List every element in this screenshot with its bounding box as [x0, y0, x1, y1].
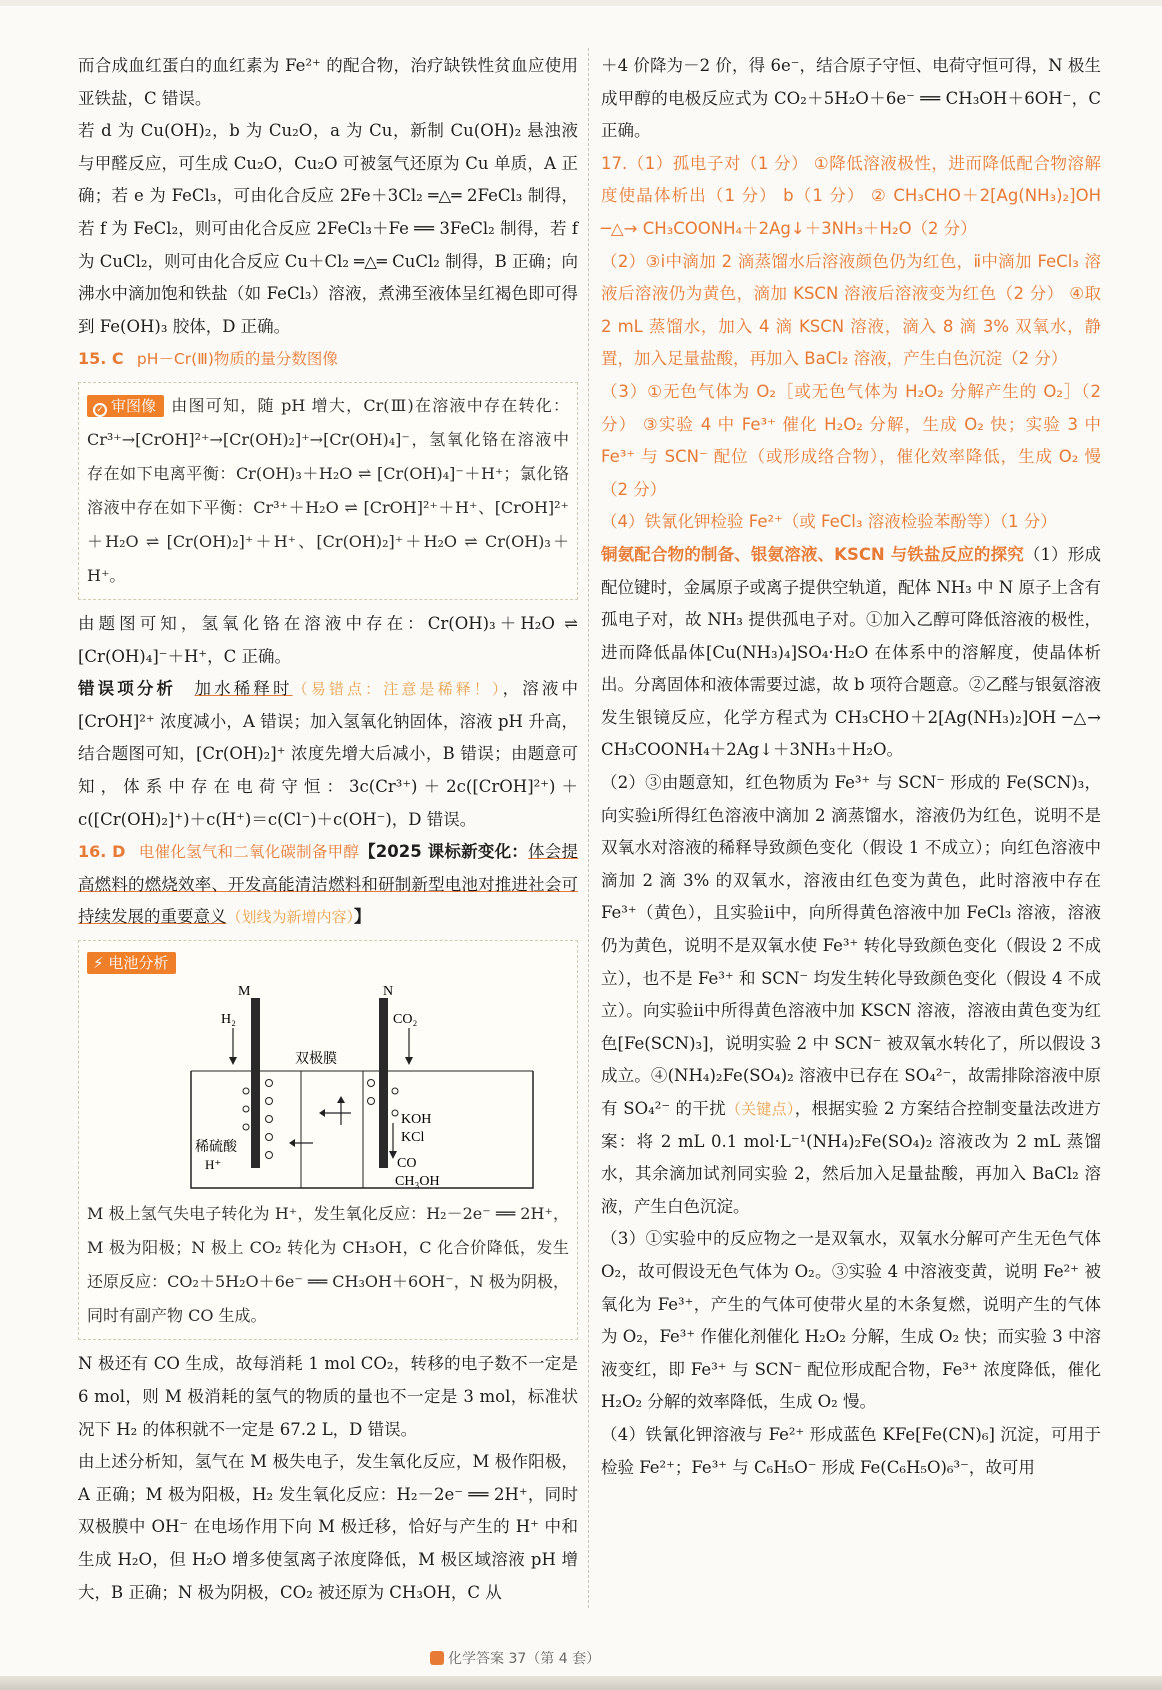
label-co: CO	[397, 1156, 417, 1172]
footer-text: 化学答案 37（第 4 套）	[448, 1651, 601, 1667]
q16-note: （划线为新增内容）	[226, 908, 355, 927]
h2-arrowhead	[229, 1057, 237, 1065]
label-h2: H₂	[221, 1012, 236, 1028]
column-divider	[588, 48, 589, 1608]
label-koh: KOH	[401, 1112, 432, 1128]
hplus-arrowhead	[289, 1139, 295, 1147]
q17-answer-2: （2）③ⅰ中滴加 2 滴蒸馏水后溶液颜色仍为红色，ⅱ中滴加 FeCl₃ 溶液后溶液仍为黄色，滴加 KSCN 溶液后溶液变为红色（2 分） ④取 2 mL 蒸馏水，加入 4 滴 KSCN 溶液，滴入 8 滴 3% 双氧水，静置，加入足量盐酸，再加入 BaCl₂ 溶液，产生白色沉淀（2 分）	[601, 251, 1101, 369]
tank-outline	[191, 1071, 533, 1188]
q15-error-analysis	[78, 673, 578, 836]
q15-correct: 由题图可知，氢氧化铬在溶液中存在：Cr(OH)₃＋H₂O ⇌ [Cr(OH)₄]⁻＋H⁺，C 正确。	[78, 613, 578, 666]
q17-explain-1	[601, 539, 1101, 767]
membrane-up-arrowhead	[337, 1096, 345, 1103]
q17-answer-3: （3）①无色气体为 O₂［或无色气体为 H₂O₂ 分解产生的 O₂］（2 分） ③实验 4 中 Fe³⁺ 催化 H₂O₂ 分解，生成 O₂ 快；实验 3 中 Fe³⁺ 与 SCN⁻ 配位（或形成络合物），催化效率降低，生成 O₂ 慢（2 分）	[601, 381, 1101, 499]
q16-ab-analysis: 由上述分析知，氢气在 M 极失电子，发生氧化反应，M 极作阳极，A 正确；M 极为阳极，H₂ 发生氧化反应：H₂－2e⁻ ══ 2H⁺，同时双极膜中 OH⁻ 在电场作用下向 M 极迁移，恰好与产生的 H⁺ 中和生成 H₂O，但 H₂O 增多使氢离子浓度降低，M 极区域溶液 pH 增大，B 正确；N 极为阴极，CO₂ 被还原为 CH₃OH，C 从	[78, 1452, 578, 1602]
check-icon: ✓	[93, 403, 107, 417]
paragraph-c-wrong: 而合成血红蛋白的血红素为 Fe²⁺ 的配合物，治疗缺铁性贫血应使用亚铁盐，C 错误。	[78, 56, 578, 108]
q16-tag	[87, 952, 176, 974]
label-kcl: KCl	[401, 1130, 425, 1146]
q15-box-content	[87, 389, 569, 593]
q15-error-dilute: 加水稀释时	[194, 679, 293, 699]
q16-answer: 16. D	[78, 842, 126, 862]
oh-arrowhead	[319, 1109, 325, 1117]
q17-explain-2a: （2）③由题意知，红色物质为 Fe³⁺ 与 SCN⁻ 形成的 Fe(SCN)₃，向实验ⅰ所得红色溶液中滴加 2 滴蒸馏水，溶液仍为红色，说明不是双氧水对溶液的稀释导致颜色变化（假设 1 不成立）；向红色溶液中滴加 2 滴 3% 的双氧水，溶液由红色变为黄色，此时溶液中存在 Fe³⁺（黄色），且实验ⅱ中，向所得黄色溶液中加 FeCl₃ 溶液，溶液仍为黄色，说明不是双氧水使 Fe³⁺ 转化导致颜色变化（假设 2 不成立），也不是 Fe³⁺ 和 SCN⁻ 均发生转化导致颜色变化（假设 4 不成立）。向实验ⅱ中所得黄色溶液中加 KSCN 溶液，溶液由黄色变为红色[Fe(SCN)₃]，说明实验 2 中 SCN⁻ 被双氧水转化了，所以假设 3 成立。④(NH₄)₂Fe(SO₄)₂ 溶液中已存在 SO₄²⁻，故需排除溶液中原有 SO₄²⁻ 的干扰	[601, 773, 1101, 1118]
page-footer	[430, 1648, 600, 1668]
q16-bracket: 【2025 课标新变化：	[359, 842, 529, 862]
label-ch3oh: CH₃OH	[395, 1174, 440, 1190]
q17-explain-4: （4）铁氰化钾溶液与 Fe²⁺ 形成蓝色 KFe[Fe(CN)₆] 沉淀，可用于检验 Fe²⁺；Fe³⁺ 与 C₆H₅O⁻ 形成 Fe(C₆H₅O)₆³⁻，故可用	[601, 1424, 1101, 1477]
label-m: M	[238, 984, 251, 1000]
q16-new-content: 体会提高燃料的燃烧效率、开发高能清洁燃料和研制新型电池对推进社会可持续发展的重要意义	[78, 842, 578, 927]
q15-figure-box	[78, 382, 578, 600]
label-hplus: H⁺	[205, 1157, 222, 1173]
q16-d-wrong: N 极还有 CO 生成，故每消耗 1 mol CO₂，转移的电子数不一定是 6 mol，则 M 极消耗的氢气的物质的量也不一定是 3 mol，标准状况下 H₂ 的体积就不一定是 67.2 L，D 错误。	[78, 1354, 578, 1439]
bottom-edge	[0, 1676, 1162, 1690]
q15-topic: pH－Cr(Ⅲ)物质的量分数图像	[136, 350, 338, 369]
q16-continued: ＋4 价降为－2 价，得 6e⁻，结合原子守恒、电荷守恒可得，N 极生成甲醇的电极反应式为 CO₂＋5H₂O＋6e⁻ ══ CH₃OH＋6OH⁻，C 正确。	[601, 56, 1101, 141]
electrolysis-diagram	[183, 983, 563, 1193]
q17-explain-1-text: （1）形成配位键时，金属原子或离子提供空轨道，配体 NH₃ 中 N 原子上含有孤电子对，故 NH₃ 提供孤电子对。①加入乙醇可降低溶液的极性，进而降低晶体[Cu(NH₃)₄]SO₄·H₂O 在体系中的溶解度，使晶体析出。分离固体和液体需要过滤，故 b 项符合题意。②乙醛与银氨溶液发生银镜反应，化学方程式为 CH₃CHO＋2[Ag(NH₃)₂]OH ─△→ CH₃COONH₄＋2Ag↓＋3NH₃＋H₂O。	[601, 544, 1101, 760]
label-co2: CO₂	[393, 1012, 418, 1028]
electrode-n	[379, 998, 388, 1168]
q16-tag-row	[87, 947, 569, 980]
right-column	[601, 50, 1101, 1484]
q17-key-note: （关键点）	[725, 1100, 795, 1118]
label-acid: 稀硫酸	[195, 1139, 237, 1156]
q17-explain-2	[601, 767, 1101, 1223]
q17-explain-3: （3）①实验中的反应物之一是双氧水，双氧水分解可产生无色气体 O₂，故可假设无色气体为 O₂。③实验 4 中溶液变黄，说明 Fe²⁺ 被氧化为 Fe³⁺，产生的气体可使带火星的木条复燃，说明产生的气体为 O₂，Fe³⁺ 作催化剂催化 H₂O₂ 分解，生成 O₂ 快；而实验 3 中溶液变红，即 Fe³⁺ 与 SCN⁻ 配位形成配合物，Fe³⁺ 浓度降低，催化 H₂O₂ 分解的效率降低，生成 O₂ 慢。	[601, 1229, 1101, 1412]
q15-heading	[78, 343, 578, 376]
product-arrowhead	[389, 1151, 397, 1159]
q16-tag-label: 电池分析	[108, 953, 169, 972]
q16-bracket-close: 】	[354, 907, 371, 927]
left-column	[78, 50, 578, 1609]
q17-answer-1: 17.（1）孤电子对（1 分） ①降低溶液极性，进而降低配合物溶解度使晶体析出（1 分） b（1 分） ② CH₃CHO＋2[Ag(NH₃)₂]OH ─△→ CH₃COONH₄＋2Ag↓＋3NH₃＋H₂O（2 分）	[601, 153, 1101, 238]
electrode-m	[251, 998, 260, 1168]
q17-topic: 铜氨配合物的制备、银氨溶液、KSCN 与铁盐反应的探究	[601, 544, 1024, 564]
q16-battery-box	[78, 940, 578, 1341]
label-n: N	[383, 984, 394, 1000]
q15-tag	[87, 395, 164, 417]
q15-error-label: 错误项分析	[78, 679, 177, 699]
publisher-logo-icon	[430, 1651, 444, 1665]
q17-explain-2b: ，根据实验 2 方案结合控制变量法改进方案：将 2 mL 0.1 mol·L⁻¹(NH₄)₂Fe(SO₄)₂ 溶液改为 2 mL 蒸馏水，其余滴加试剂同实验 2，然后加入足量盐酸，再加入 BaCl₂ 溶液，产生白色沉淀。	[601, 1099, 1101, 1216]
q15-box-text: 由图可知，随 pH 增大，Cr(Ⅲ)在溶液中存在转化：Cr³⁺→[CrOH]²⁺→[Cr(OH)₂]⁺→[Cr(OH)₄]⁻，氢氧化铬在溶液中存在如下电离平衡：Cr(OH)₃＋H₂O ⇌ [Cr(OH)₄]⁻＋H⁺；氯化铬溶液中存在如下平衡：Cr³⁺＋H₂O ⇌ [CrOH]²⁺＋H⁺、[CrOH]²⁺＋H₂O ⇌ [Cr(OH)₂]⁺＋H⁺、[Cr(OH)₂]⁺＋H₂O ⇌ Cr(OH)₃＋H⁺。	[87, 395, 569, 585]
q17-answer-4: （4）铁氰化钾检验 Fe²⁺（或 FeCl₃ 溶液检验苯酚等）（1 分）	[601, 512, 1057, 532]
top-edge	[0, 0, 1162, 6]
q16-heading	[78, 836, 578, 934]
label-membrane: 双极膜	[295, 1051, 337, 1068]
q15-tag-label: 审图像	[111, 396, 157, 415]
co2-arrowhead	[405, 1057, 413, 1065]
q15-answer: 15. C	[78, 349, 124, 369]
q16-box-text: M 极上氢气失电子转化为 H⁺，发生氧化反应：H₂－2e⁻ ══ 2H⁺，M 极为阳极；N 极上 CO₂ 转化为 CH₃OH，C 化合价降低，发生还原反应：CO₂＋5H₂O＋6e⁻ ══ CH₃OH＋6OH⁻，N 极为阴极，同时有副产物 CO 生成。	[87, 1204, 569, 1326]
q16-topic: 电催化氢气和二氧化碳制备甲醇	[138, 843, 360, 862]
electrolysis-svg	[183, 983, 563, 1193]
paragraph-cu-fe-analysis: 若 d 为 Cu(OH)₂，b 为 Cu₂O，a 为 Cu，新制 Cu(OH)₂ 悬浊液与甲醛反应，可生成 Cu₂O，Cu₂O 可被氢气还原为 Cu 单质，A 正确；若 e 为 FeCl₃，可由化合反应 2Fe＋3Cl₂ ═△═ 2FeCl₃ 制得，若 f 为 FeCl₂，则可由化合反应 2FeCl₃＋Fe ══ 3FeCl₂ 制得，若 f 为 CuCl₂，则可由化合反应 Cu＋Cl₂ ═△═ CuCl₂ 制得，B 正确；向沸水中滴加饱和铁盐（如 FeCl₃）溶液，煮沸至液体呈红褐色即可得到 Fe(OH)₃ 胶体，D 正确。	[78, 121, 578, 336]
battery-icon: ⚡	[93, 953, 104, 972]
q15-error-note: （易错点：注意是稀释！）	[292, 680, 503, 699]
q15-error-text: ，溶液中 [CrOH]²⁺ 浓度减小，A 错误；加入氢氧化钠固体，溶液 pH 升高，结合题图可知，[Cr(OH)₂]⁺ 浓度先增大后减小，B 错误；由题意可知，体系中存在电荷守恒：3c(Cr³⁺)＋2c([CrOH]²⁺)＋c([Cr(OH)₂]⁺)＋c(H⁺)＝c(Cl⁻)＋c(OH⁻)，D 错误。	[78, 679, 578, 829]
